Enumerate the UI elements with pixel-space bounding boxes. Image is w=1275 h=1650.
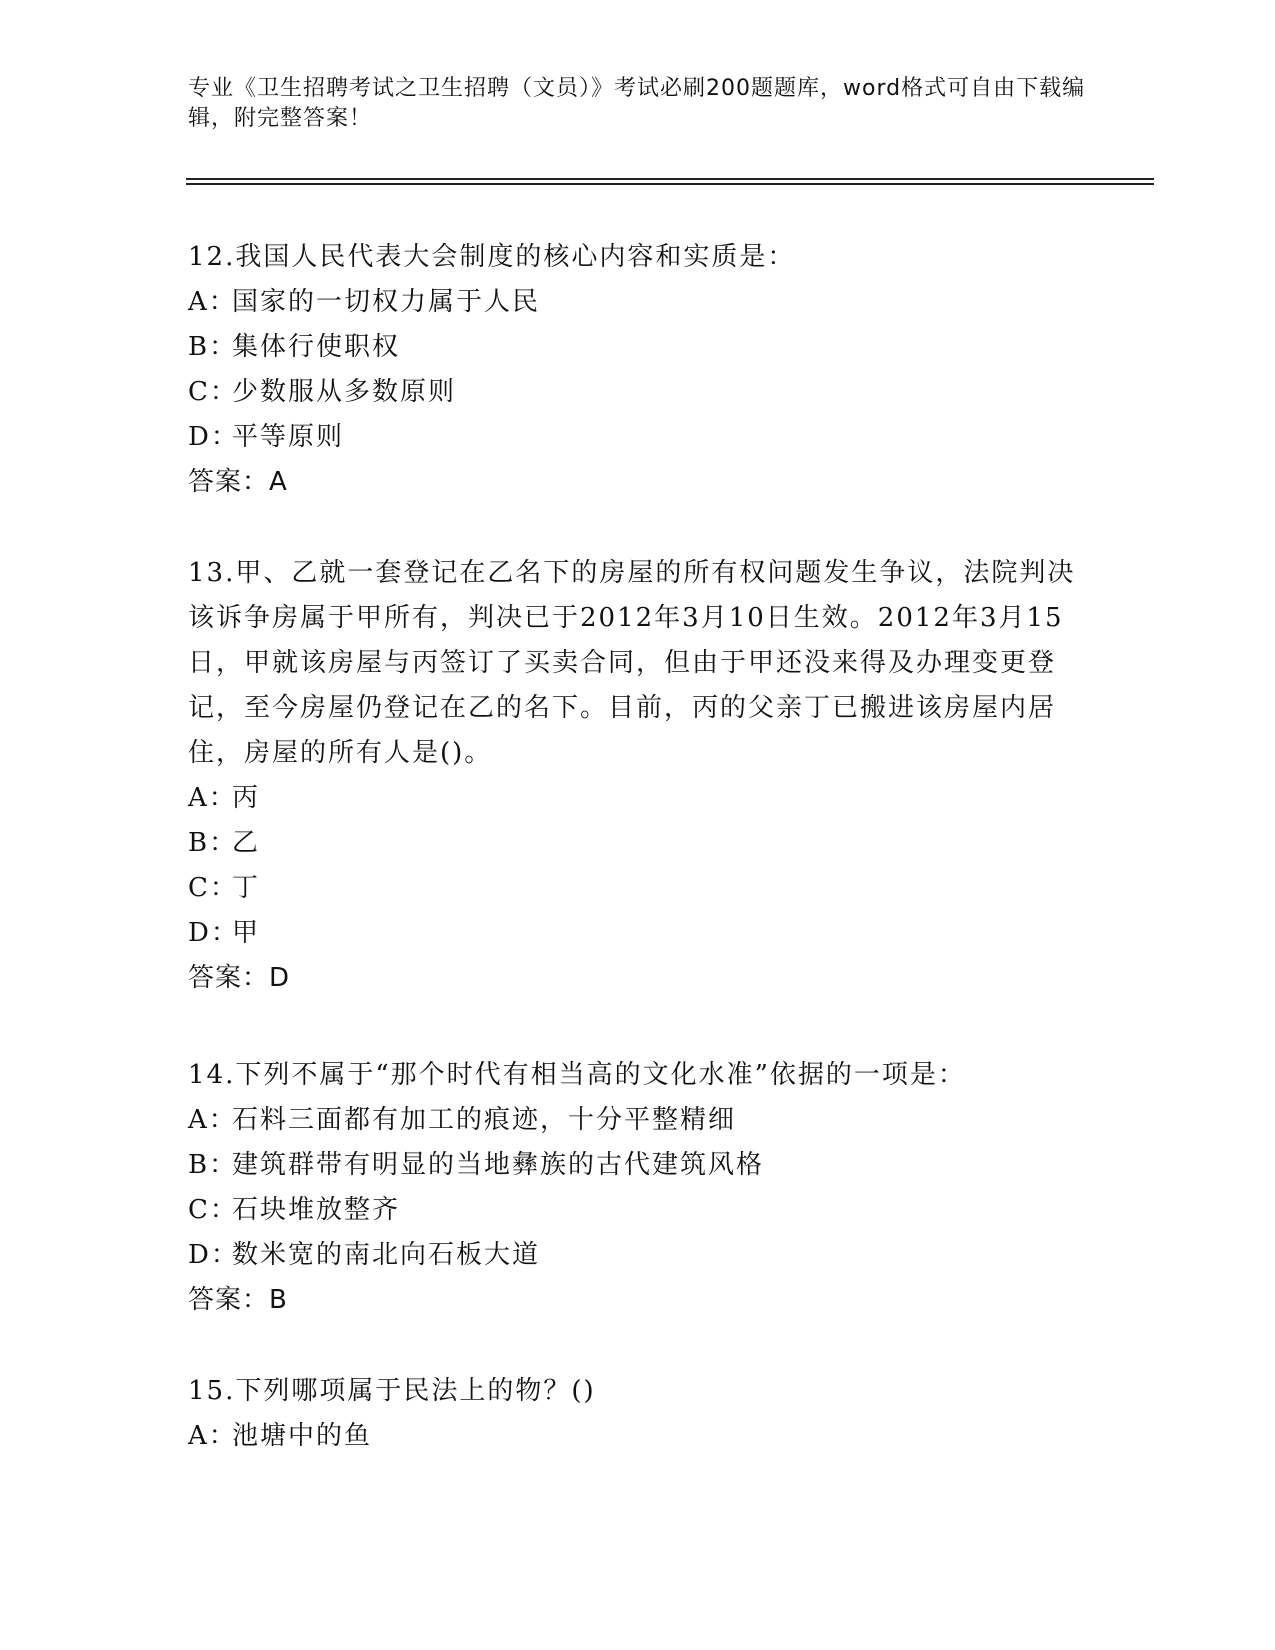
option-c [188,866,1088,911]
option-c [188,1188,1088,1233]
option-key: A： [188,783,237,813]
option-key: C： [188,377,238,407]
option-d [188,911,1088,956]
question-stem: 14.下列不属于“那个时代有相当高的文化水准”依据的一项是： [188,1060,966,1090]
option-key: D： [188,422,239,452]
option-key: A： [188,287,237,317]
answer-line: 答案：B [188,1285,288,1315]
option-key: D： [188,918,239,948]
option-text: 石块堆放整齐 [232,1195,401,1225]
option-text: 少数服从多数原则 [232,377,457,407]
option-key: A： [188,1105,237,1135]
option-key: B： [188,828,238,858]
option-text: 乙 [232,828,261,858]
option-text: 甲 [232,918,261,948]
option-key: B： [188,332,238,362]
question-stem: 15.下列哪项属于民法上的物？() [188,1376,596,1406]
option-text: 丁 [232,873,261,903]
option-d [188,1233,1088,1278]
question-14 [188,1053,1088,1323]
question-stem: 13.甲、乙就一套登记在乙名下的房屋的所有权问题发生争议，法院判决该诉争房属于甲所有，判决已于2012年3月10日生效。2012年3月15日，甲就该房屋与丙签订了买卖合同，但由于甲还没来得及办理变更登记，至今房屋仍登记在乙的名下。目前，丙的父亲丁已搬进该房屋内居住，房屋的所有人是()。 [188,558,1076,768]
option-a [188,280,1088,325]
question-13 [188,551,1088,1001]
option-text: 丙 [232,783,261,813]
option-a [188,776,1088,821]
option-a [188,1098,1088,1143]
option-text: 石料三面都有加工的痕迹，十分平整精细 [232,1105,737,1135]
option-text: 集体行使职权 [232,332,401,362]
option-key: C： [188,873,238,903]
option-b [188,1143,1088,1188]
question-15 [188,1369,1088,1459]
option-b [188,325,1088,370]
option-key: D： [188,1240,239,1270]
option-key: A： [188,1421,237,1451]
option-c [188,370,1088,415]
option-d [188,415,1088,460]
option-text: 池塘中的鱼 [232,1421,373,1451]
option-key: C： [188,1195,238,1225]
option-text: 国家的一切权力属于人民 [232,287,541,317]
document-header: 专业《卫生招聘考试之卫生招聘（文员）》考试必刷200题题库，word格式可自由下载编辑，附完整答案！ [188,76,1086,131]
answer-line: 答案：A [188,467,288,497]
header-divider-top [186,178,1154,180]
question-stem: 12.我国人民代表大会制度的核心内容和实质是： [188,242,796,272]
option-key: B： [188,1150,238,1180]
option-a [188,1414,1088,1459]
option-b [188,821,1088,866]
option-text: 平等原则 [232,422,345,452]
answer-line: 答案：D [188,963,291,993]
option-text: 数米宽的南北向石板大道 [232,1240,541,1270]
question-12 [188,235,1088,505]
header-divider-bottom [186,183,1154,185]
option-text: 建筑群带有明显的当地彝族的古代建筑风格 [232,1150,765,1180]
